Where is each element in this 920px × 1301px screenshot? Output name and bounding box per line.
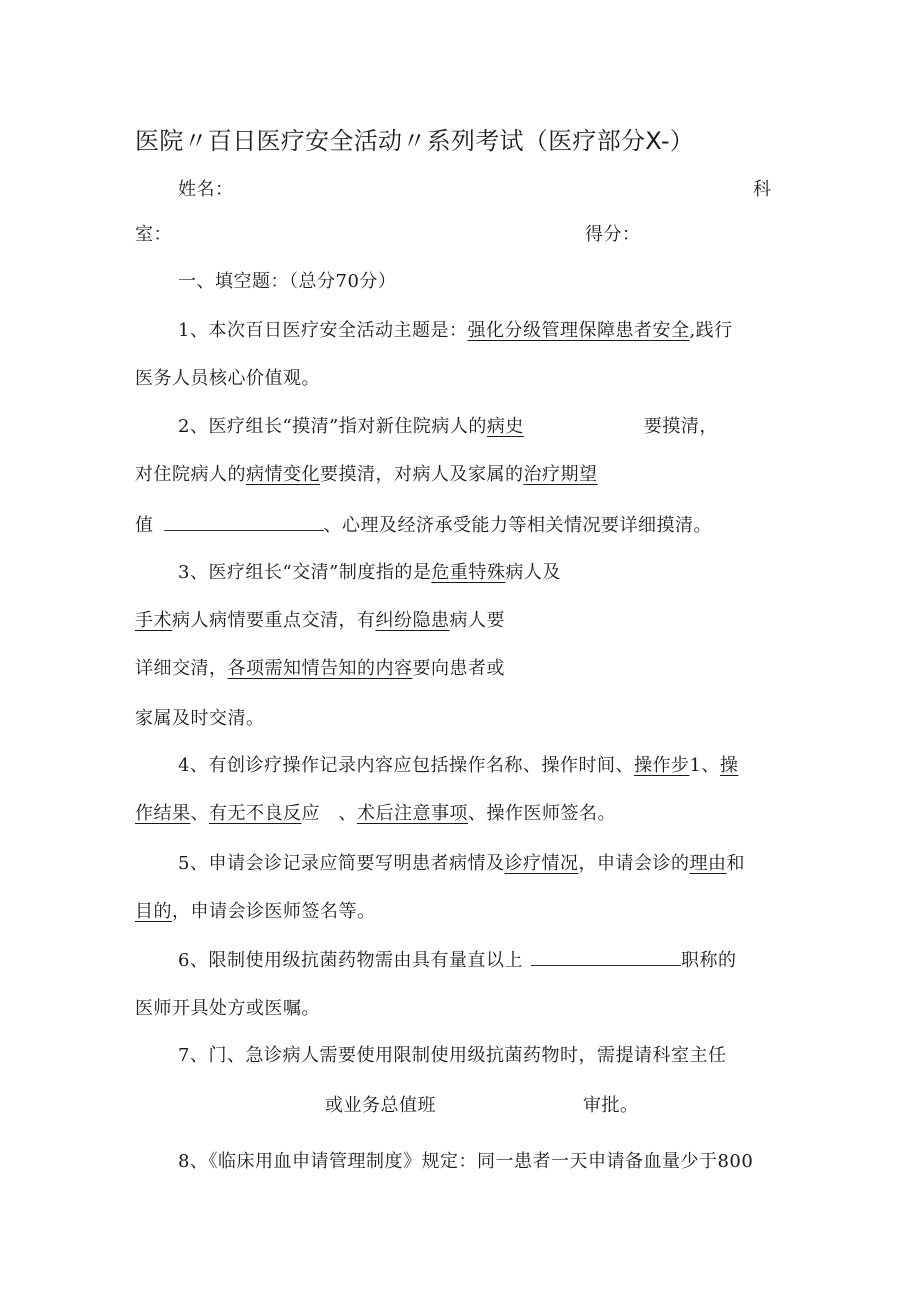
answer-text: 有无不良反 [209,803,302,824]
answer-text: 各项需知情告知的内容 [227,658,413,679]
question-text: 病人病情要重点交清，有 [172,610,376,631]
answer-text: 强化分级管理保障患者安全 [467,320,690,341]
question-6-line-1 [178,947,736,974]
answer-text: 病史 [486,416,524,437]
question-text: 详细交清， [135,658,228,679]
answer-blank [531,947,681,966]
question-7-line-2b: 审批。 [583,1095,639,1116]
question-7-line-2a: 或业务总值班 [325,1095,436,1116]
page-title: 医院〃百日医疗安全活动〃系列考试（医疗部分X-） [135,127,695,155]
question-2-line-3 [135,512,712,539]
question-8-line-1: 8、《临床用血申请管理制度》规定：同一患者一天申请备血量少于800 [178,1151,754,1172]
question-5-line-1 [178,851,745,877]
question-1-line-1 [178,318,733,344]
answer-text: 操 [719,755,739,776]
dept-label-part1: 科 [753,179,772,200]
question-3-line-1 [178,560,561,586]
answer-text: 纠纷隐患 [375,610,450,631]
question-text: 对住院病人的 [135,464,246,485]
answer-text: 作结果 [135,803,191,824]
question-7-line-1: 7、门、急诊病人需要使用限制使用级抗菌药物时，需提请科室主任 [178,1045,727,1066]
name-label: 姓名： [178,179,234,200]
question-text: 病人及 [505,562,561,583]
answer-blank [164,512,324,531]
answer-text: 诊疗情况 [504,853,579,874]
question-text: 2、医疗组长“摸清”指对新住院病人的 [178,416,487,437]
question-text: 6、限制使用级抗菌药物需由具有量直以上 [178,950,523,971]
answer-text: 治疗期望 [523,464,598,485]
answer-text: 病情变化 [246,464,320,485]
question-5-line-2 [135,899,376,925]
question-2-line-2 [135,462,598,488]
answer-text: 目的 [135,901,172,922]
question-text: 和 [726,853,745,874]
question-text: 、操作医师签名。 [468,803,616,824]
question-text: 3、医疗组长“交清”制度指的是 [178,562,432,583]
dept-label-part2: 室： [135,224,172,245]
answer-text: 理由 [689,853,727,874]
question-text: 要摸清， [643,416,718,437]
question-text: 职称的 [680,950,737,971]
question-text: 5、申请会诊记录应简要写明患者病情及 [178,853,505,874]
question-4-line-1 [178,753,738,779]
question-3-line-2 [135,608,505,634]
question-text: 1、 [689,755,720,776]
answer-text: 操作步 [633,755,690,776]
question-text: 、心理及经济承受能力等相关情况要详细摸清。 [323,515,712,536]
question-text: 要摸清，对病人及家属的 [320,464,524,485]
question-text: 应 、 [301,803,357,824]
question-text: ，申请会诊的 [578,853,690,874]
score-label: 得分： [585,224,641,245]
question-3-line-3 [135,656,505,682]
answer-text: 危重特殊 [431,562,506,583]
question-2-line-1 [178,414,718,440]
question-text: 要向患者或 [412,658,505,679]
question-text: 4、有创诊疗操作记录内容应包括操作名称、操作时间、 [178,755,634,776]
question-text: 1、本次百日医疗安全活动主题是： [178,320,468,341]
question-text: ,践行 [689,320,733,341]
section-heading: 一、填空题：（总分70分） [178,271,397,292]
answer-text: 术后注意事项 [357,803,468,824]
answer-text: 手术 [135,610,172,631]
question-4-line-2 [135,801,616,827]
question-text: 病人要 [449,610,505,631]
question-text: 值 [135,515,154,536]
question-3-line-4: 家属及时交清。 [135,708,265,729]
question-text: 、 [190,803,209,824]
question-1-line-2: 医务人员核心价值观。 [135,368,320,389]
question-text: ，申请会诊医师签名等。 [172,901,376,922]
question-6-line-2: 医师开具处方或医嘱。 [135,998,320,1019]
